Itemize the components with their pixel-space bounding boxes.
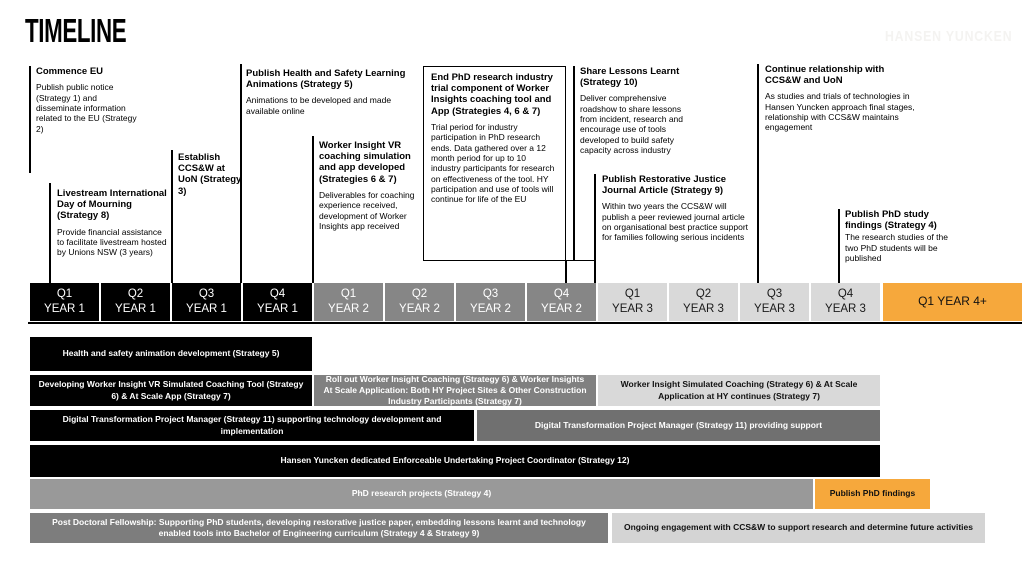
annotation-publish-phd-study-findings	[845, 209, 957, 263]
quarter-label: Q3	[766, 288, 783, 301]
annotation-body: Animations to be developed and made available online	[246, 95, 392, 116]
year-label: YEAR 2	[399, 303, 440, 315]
year-label: YEAR 1	[44, 303, 85, 315]
annotation-heading: Publish Health and Safety Learning Animations (Strategy 5)	[246, 68, 406, 91]
connector-share-lessons	[573, 66, 575, 260]
connector-share-lessons-elbow	[565, 260, 595, 262]
year-label: YEAR 2	[541, 303, 582, 315]
gantt-bar-label: Post Doctoral Fellowship: Supporting PhD students, developing restorative justice paper, embedding lessons learnt and technology enabled tools into Bachelor of Engineering curriculum (Strategy 4 & Strategy 9)	[52, 516, 586, 538]
hansen-yuncken-watermark: HANSEN YUNCKEN	[884, 28, 1012, 45]
annotation-body: Provide financial assistance to facilitate livestream hosted by Unions NSW (3 years)	[57, 226, 167, 258]
quarter-cell-q2-year3	[669, 283, 738, 321]
quarter-cell-q4-year1	[243, 283, 312, 321]
gantt-bar-label: Digital Transformation Project Manager (Strategy 11) providing support	[534, 419, 823, 430]
annotation-body: Publish public notice (Strategy 1) and disseminate information related to the EU (Strategy 2)	[36, 82, 137, 134]
gantt-bar-rollout-worker-insight-coaching	[314, 375, 596, 406]
annotation-heading: Publish Restorative Justice Journal Article (Strategy 9)	[602, 174, 727, 197]
quarter-label: Q4	[553, 288, 570, 301]
quarter-label: Q1 YEAR 4+	[918, 294, 987, 309]
annotation-worker-insight-vr-developed	[319, 140, 425, 231]
connector-end-phd-trial	[565, 261, 567, 283]
annotation-heading: Establish CCS&W at UoN (Strategy 3)	[178, 152, 242, 197]
quarter-cell-q3-year2	[456, 283, 525, 321]
quarter-label: Q2	[695, 288, 712, 301]
annotation-end-phd-industry-trial	[423, 66, 566, 261]
quarter-cell-q1-year3	[598, 283, 667, 321]
annotation-body: Deliverables for coaching experience received, development of Worker Insights app received	[319, 189, 415, 231]
quarter-cell-q4-year2	[527, 283, 596, 321]
quarter-cell-q3-year1	[172, 283, 241, 321]
gantt-bar-label: Developing Worker Insight VR Simulated Coaching Tool (Strategy 6) & At Scale App (Strategy 7)	[38, 379, 304, 401]
quarter-cell-q2-year1	[101, 283, 170, 321]
annotation-livestream-day-of-mourning	[57, 188, 169, 258]
gantt-bar-label: Health and safety animation development (Strategy 5)	[62, 348, 280, 359]
annotation-body: Deliver comprehensive roadshow to share lessons from incident, research and encourage use of tools developed to build safety capacity across industry	[580, 93, 683, 156]
connector-restorative-justice	[594, 174, 596, 283]
gantt-bar-label: Hansen Yuncken dedicated Enforceable Undertaking Project Coordinator (Strategy 12)	[280, 455, 630, 466]
connector-publish-phd-study	[838, 209, 840, 283]
annotation-establish-ccsw-uon	[178, 152, 242, 197]
annotation-body: The research studies of the two PhD students will be published	[845, 232, 949, 264]
quarter-cell-q1-year2	[314, 283, 383, 321]
annotation-heading: End PhD research industry trial component of Worker Insights coaching tool and App (Strategies 4, 6 & 7)	[431, 72, 553, 117]
gantt-bar-label: Ongoing engagement with CCS&W to support research and determine future activities	[623, 522, 974, 533]
quarter-label: Q4	[837, 288, 854, 301]
annotation-body: Trial period for industry participation in PhD research ends. Data gathered over a 12 month period for up to 10 industry participants for research on effectiveness of the tool. HY participation and use of tools will continue for life of the EU	[431, 121, 555, 205]
gantt-bar-developing-worker-insight-tool	[30, 375, 312, 406]
year-label: YEAR 3	[825, 303, 866, 315]
gantt-bar-label: Roll out Worker Insight Coaching (Strategy 6) & Worker Insights At Scale Application: Both HY Project Sites & Other Construction Industry Participants (Strategy 7)	[323, 373, 587, 407]
year-label: YEAR 2	[328, 303, 369, 315]
annotation-heading: Commence EU	[36, 66, 104, 77]
quarter-label: Q3	[198, 288, 215, 301]
quarter-cell-q2-year2	[385, 283, 454, 321]
annotation-heading: Worker Insight VR coaching simulation and app developed (Strategies 6 & 7)	[319, 140, 411, 185]
annotation-restorative-justice-article	[602, 174, 750, 243]
quarter-cell-q4-year3	[811, 283, 880, 321]
gantt-bar-eu-project-coordinator	[30, 445, 880, 477]
connector-livestream	[49, 183, 51, 283]
timeline-baseline-rule	[28, 322, 1022, 324]
connector-worker-insight-vr	[312, 136, 314, 283]
quarter-label: Q3	[482, 288, 499, 301]
year-label: YEAR 3	[754, 303, 795, 315]
year-label: YEAR 1	[115, 303, 156, 315]
gantt-bar-ongoing-engagement-ccsw	[612, 513, 985, 543]
gantt-bar-label: Digital Transformation Project Manager (Strategy 11) supporting technology development and implementation	[62, 414, 442, 436]
annotation-continue-relationship	[765, 64, 915, 133]
quarter-cell-q3-year3	[740, 283, 809, 321]
gantt-bar-dtpm-providing-support	[477, 410, 880, 441]
quarter-label: Q4	[269, 288, 286, 301]
annotation-heading: Continue relationship with CCS&W and UoN	[765, 64, 885, 87]
quarter-label: Q1	[624, 288, 641, 301]
annotation-commence-eu	[36, 66, 144, 134]
annotation-heading: Livestream International Day of Mourning (Strategy 8)	[57, 188, 167, 222]
quarter-cell-q1-year4plus	[883, 283, 1022, 321]
page-title: TIMELINE	[25, 12, 127, 50]
gantt-bar-label: Publish PhD findings	[829, 488, 916, 499]
gantt-bar-label: PhD research projects (Strategy 4)	[351, 488, 492, 499]
annotation-heading: Publish PhD study findings (Strategy 4)	[845, 209, 937, 232]
gantt-bar-publish-phd-findings	[815, 479, 930, 509]
connector-commence-eu	[29, 66, 31, 173]
quarter-label: Q2	[127, 288, 144, 301]
gantt-bar-worker-insight-coaching-continues	[598, 375, 880, 406]
connector-establish-ccsw	[171, 150, 173, 283]
quarter-label: Q2	[411, 288, 428, 301]
gantt-bar-hs-animation-development	[30, 337, 312, 371]
annotation-share-lessons-learnt	[580, 66, 700, 156]
gantt-bar-label: Worker Insight Simulated Coaching (Strategy 6) & At Scale Application at HY continues (Strategy 7)	[620, 379, 858, 401]
gantt-bar-post-doctoral-fellowship	[30, 513, 608, 543]
gantt-bar-dtpm-supporting-development	[30, 410, 474, 441]
year-label: YEAR 3	[612, 303, 653, 315]
annotation-body: Within two years the CCS&W will publish a peer reviewed journal article on organisational best practice support for families following serious incidents	[602, 201, 749, 243]
annotation-heading: Share Lessons Learnt (Strategy 10)	[580, 66, 680, 89]
gantt-bar-phd-research-projects	[30, 479, 813, 509]
year-label: YEAR 2	[470, 303, 511, 315]
quarter-label: Q1	[56, 288, 73, 301]
year-label: YEAR 1	[186, 303, 227, 315]
annotation-publish-hs-animations	[246, 68, 418, 116]
connector-continue-relationship	[757, 64, 759, 283]
year-label: YEAR 3	[683, 303, 724, 315]
quarter-cell-q1-year1	[30, 283, 99, 321]
annotation-body: As studies and trials of technologies in Hansen Yuncken approach final stages, relationship with CCS&W maintains engagement	[765, 91, 915, 133]
year-label: YEAR 1	[257, 303, 298, 315]
quarter-label: Q1	[340, 288, 357, 301]
